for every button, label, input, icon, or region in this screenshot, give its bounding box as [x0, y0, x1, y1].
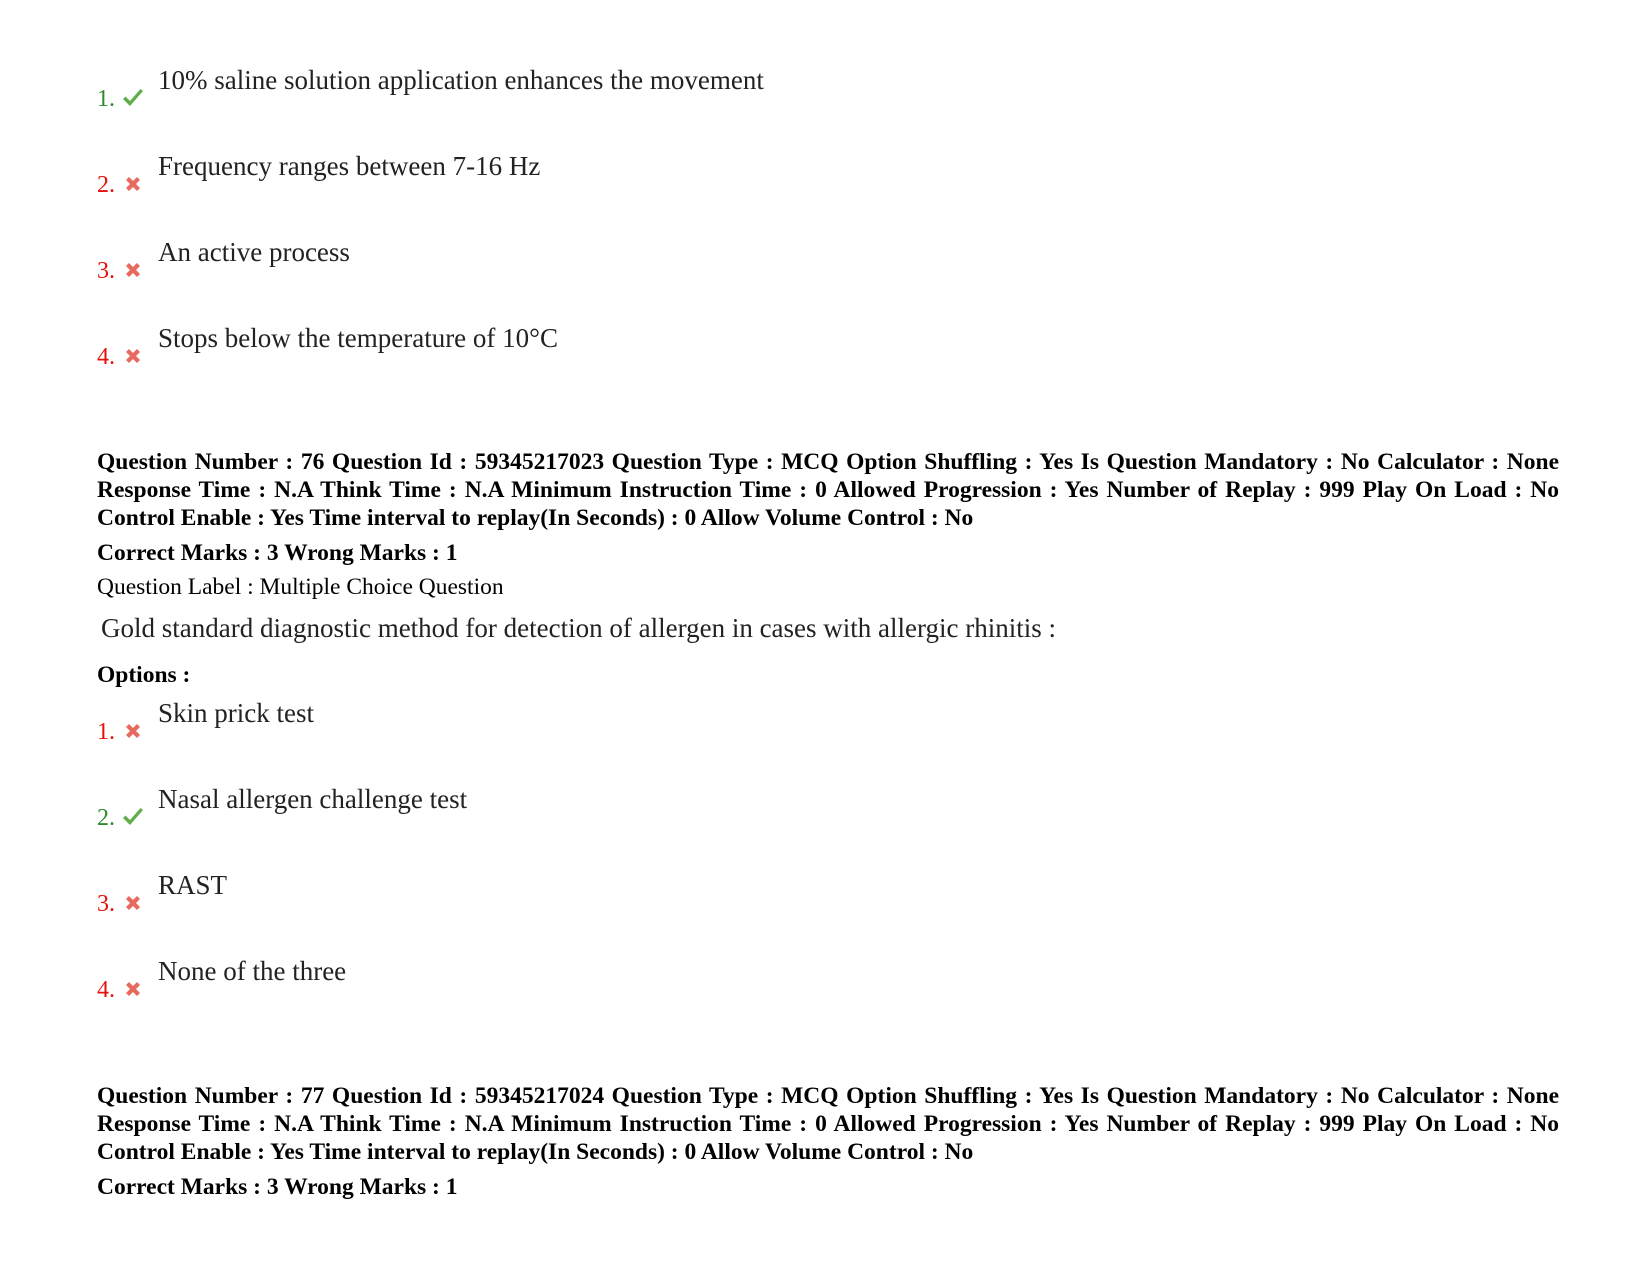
cross-icon	[121, 719, 145, 743]
option-item	[97, 150, 1297, 200]
option-text: An active process	[158, 237, 350, 267]
option-number: 3.	[97, 258, 115, 284]
cross-icon	[121, 172, 145, 196]
question-marks: Correct Marks : 3 Wrong Marks : 1	[97, 1174, 458, 1200]
cross-icon	[121, 258, 145, 282]
question-meta: Question Number : 77 Question Id : 59345217024 Question Type : MCQ Option Shuffling : Yes Is Question Mandatory : No Calculator : None Response Time : N.A Think Time : N.A Minimum Instruction Time : 0 Allowed Progression : Yes Number of Replay : 999 Play On Load : No Control Enable : Yes Time interval to replay(In Seconds) : 0 Allow Volume Control : No	[97, 1083, 1559, 1165]
option-text: Skin prick test	[158, 698, 314, 728]
option-text: Frequency ranges between 7-16 Hz	[158, 151, 541, 181]
option-text: None of the three	[158, 956, 347, 986]
cross-icon	[121, 891, 145, 915]
option-number: 4.	[97, 344, 115, 370]
option-item	[97, 322, 1297, 372]
option-text: 10% saline solution application enhances the movement	[158, 65, 764, 95]
check-icon	[121, 86, 145, 110]
option-item	[97, 697, 1297, 747]
option-item	[97, 869, 1297, 919]
option-item	[97, 64, 1297, 114]
question-marks: Correct Marks : 3 Wrong Marks : 1	[97, 540, 458, 566]
cross-icon	[121, 344, 145, 368]
option-number: 1.	[97, 86, 115, 112]
question-meta: Question Number : 76 Question Id : 59345217023 Question Type : MCQ Option Shuffling : Yes Is Question Mandatory : No Calculator : None Response Time : N.A Think Time : N.A Minimum Instruction Time : 0 Allowed Progression : Yes Number of Replay : 999 Play On Load : No Control Enable : Yes Time interval to replay(In Seconds) : 0 Allow Volume Control : No	[97, 449, 1559, 531]
option-number: 1.	[97, 719, 115, 745]
option-item	[97, 783, 1297, 833]
question-text: Gold standard diagnostic method for detection of allergen in cases with allergic rhinitis :	[101, 613, 1057, 643]
option-number: 2.	[97, 172, 115, 198]
option-text: Nasal allergen challenge test	[158, 784, 468, 814]
check-icon	[121, 805, 145, 829]
cross-icon	[121, 977, 145, 1001]
option-number: 3.	[97, 891, 115, 917]
option-item	[97, 236, 1297, 286]
option-number: 2.	[97, 805, 115, 831]
option-number: 4.	[97, 977, 115, 1003]
option-text: Stops below the temperature of 10°C	[158, 323, 558, 353]
option-item	[97, 955, 1297, 1005]
options-heading: Options :	[97, 662, 191, 688]
option-text: RAST	[158, 870, 228, 900]
question-label: Question Label : Multiple Choice Question	[97, 574, 504, 600]
